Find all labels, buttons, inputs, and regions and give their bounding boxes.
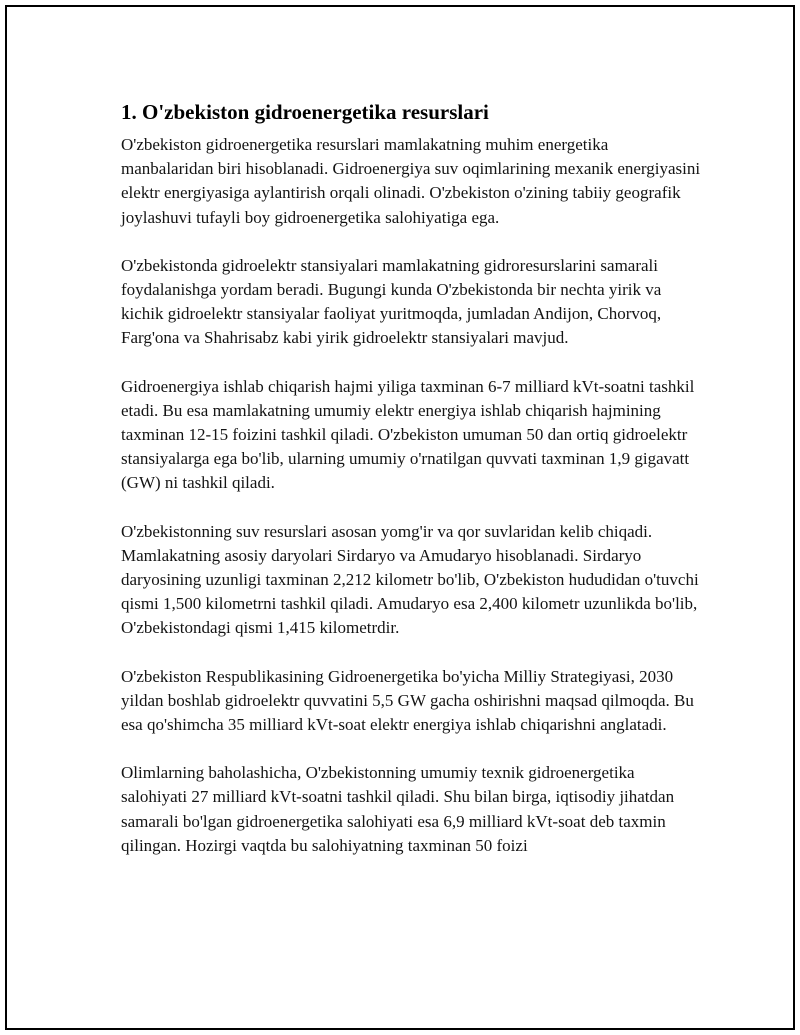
paragraph-national-strategy: O'zbekiston Respublikasining Gidroenergetika bo'yicha Milliy Strategiyasi, 2030 yildan boshlab gidroelektr quvvatini 5,5 GW gacha oshirishni maqsad qilmoqda. Bu esa qo'shimcha 35 milliard kVt-soat elektr energiya ishlab chiqarishni anglatadi. bbox=[121, 666, 694, 735]
paragraph-water-resources: O'zbekistonning suv resurslari asosan yomg'ir va qor suvlaridan kelib chiqadi. Mamlakatning asosiy daryolari Sirdaryo va Amudaryo hisoblanadi. Sirdaryo daryosining uzunligi taxminan 2,212 kilometr bo'lib, O'zbekiston hududidan o'tuvchi qismi 1,500 kilometrni tashkil qiladi. Amudaryo esa 2,400 kilometr uzunlikda bo'lib, O'zbekistondagi qismi 1,415 kilometrdir. bbox=[121, 521, 699, 638]
page-frame bbox=[5, 5, 795, 1030]
paragraph-intro: O'zbekiston gidroenergetika resurslari mamlakatning muhim energetika manbalaridan biri hisoblanadi. Gidroenergiya suv oqimlarining mexanik energiyasini elektr energiyasiga aylantirish orqali olinadi. O'zbekiston o'zining tabiiy geografik joylashuvi tufayli boy gidroenergetika salohiyatiga ega. bbox=[121, 135, 701, 227]
paragraph-production-volume: Gidroenergiya ishlab chiqarish hajmi yiliga taxminan 6-7 milliard kVt-soatni tashkil etadi. Bu esa mamlakatning umumiy elektr energiya ishlab chiqarish hajmining taxminan 12-15 foizini tashkil qiladi. O'zbekiston umuman 50 dan ortiq gidroelektr stansiyalarga ega bo'lib, ularning umumiy o'rnatilgan quvvati taxminan 1,9 gigavatt (GW) ni tashkil qiladi. bbox=[121, 376, 695, 493]
paragraph-potential-estimate: Olimlarning baholashicha, O'zbekistonning umumiy texnik gidroenergetika salohiyati 27 milliard kVt-soatni tashkil qiladi. Shu bilan birga, iqtisodiy jihatdan samarali bo'lgan gidroenergetika salohiyati esa 6,9 milliard kVt-soat deb taxmin qilingan. Hozirgi vaqtda bu salohiyatning taxminan 50 foizi bbox=[121, 763, 675, 855]
section-heading: 1. O'zbekiston gidroenergetika resurslari bbox=[121, 100, 489, 124]
document-body bbox=[121, 99, 701, 882]
paragraph-power-stations: O'zbekistonda gidroelektr stansiyalari mamlakatning gidroresurslarini samarali foydalanishga yordam beradi. Bugungi kunda O'zbekistonda bir nechta yirik va kichik gidroelektr stansiyalar faoliyat yuritmoqda, jumladan Andijon, Chorvoq, Farg'ona va Shahrisabz kabi yirik gidroelektr stansiyalari mavjud. bbox=[121, 255, 662, 348]
